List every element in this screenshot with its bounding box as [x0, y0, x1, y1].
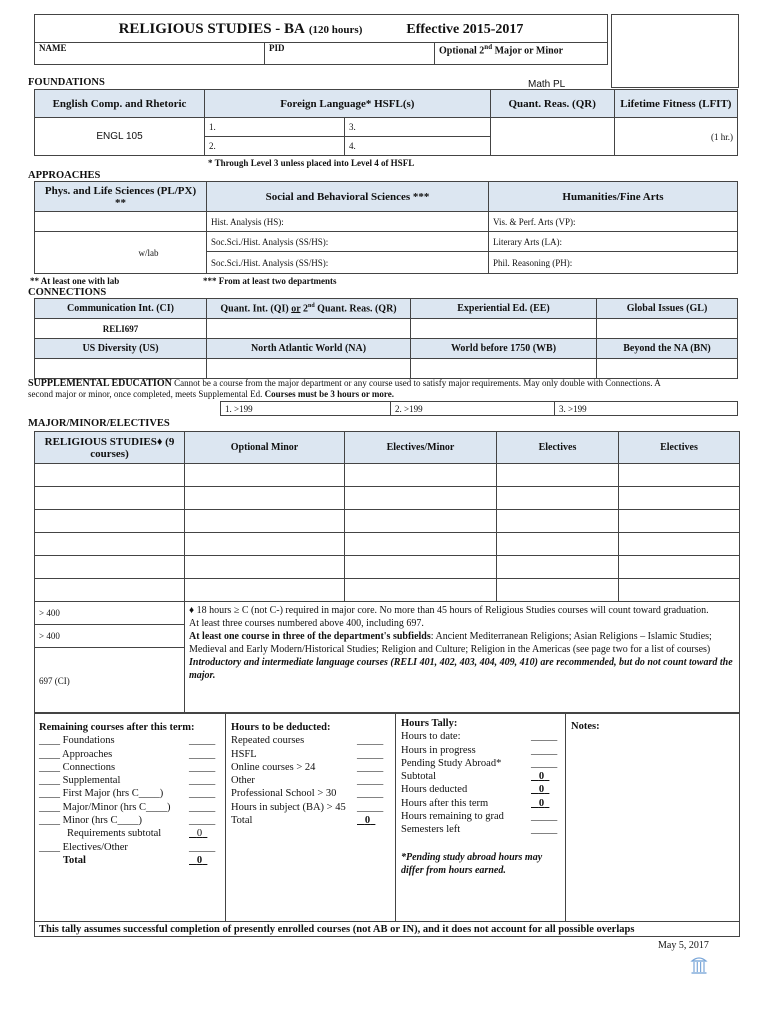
page-title: RELIGIOUS STUDIES - BA: [118, 20, 305, 37]
foreign-1-cell[interactable]: 1.: [205, 118, 345, 137]
elec-minor-header: Electives/Minor: [345, 432, 497, 464]
na-header: North Atlantic World (NA): [207, 339, 411, 359]
req-3: [189, 630, 735, 656]
course-cell[interactable]: [497, 464, 619, 487]
subtotal-value: 0: [196, 828, 203, 840]
reli697-cell: RELI697: [35, 319, 207, 339]
approaches-table: [34, 181, 738, 274]
tally-row[interactable]: Hours remaining to grad _____: [401, 811, 558, 823]
deducted-row: Total 0: [231, 815, 371, 827]
old-well-logo-icon: [690, 955, 708, 975]
divider: [35, 921, 739, 922]
remaining-row: Total 0: [63, 854, 203, 866]
divider: [225, 713, 226, 921]
disclaimer: This tally assumes successful completion of presently enrolled courses (not AB or IN), and it does not account for all possible overlaps: [39, 924, 635, 935]
ee-header: Experiential Ed. (EE): [411, 299, 597, 319]
req-1: ♦ 18 hours ≥ C (not C-) required in major core. No more than 45 hours of Religious Studies courses will count toward graduation.: [189, 605, 709, 616]
tally-row[interactable]: Semesters left _____: [401, 824, 558, 836]
name-field[interactable]: [35, 43, 265, 65]
quant-reas-cell[interactable]: [490, 118, 614, 156]
reli-697-cell[interactable]: 697 (CI): [35, 648, 185, 714]
office-use-box: [611, 14, 739, 88]
course-cell[interactable]: [497, 533, 619, 556]
supplemental-text-2: second major or minor, once completed, meets Supplemental Ed.: [28, 389, 263, 399]
sshs-cell-1[interactable]: Soc.Sci./Hist. Analysis (SS/HS):: [207, 232, 489, 252]
remaining-title: Remaining courses after this term:: [39, 722, 195, 733]
engl-105-cell: ENGL 105: [35, 118, 205, 156]
over-400-cell-1[interactable]: > 400: [35, 602, 185, 625]
hs-cell[interactable]: Hist. Analysis (HS):: [207, 212, 489, 232]
wb-cell[interactable]: [411, 359, 597, 379]
course-cell[interactable]: [345, 510, 497, 533]
over-400-cell-2[interactable]: > 400: [35, 625, 185, 648]
remaining-row[interactable]: ____ Electives/Other _____: [39, 841, 216, 853]
wb-header: World before 1750 (WB): [411, 339, 597, 359]
remaining-row[interactable]: ____ Connections _____: [39, 761, 216, 773]
gl-cell[interactable]: [597, 319, 738, 339]
qi-header: Quant. Int. (QI) or 2nd Quant. Reas. (QR): [207, 299, 411, 319]
ee-cell[interactable]: [411, 319, 597, 339]
course-cell[interactable]: [619, 487, 740, 510]
course-cell[interactable]: [345, 487, 497, 510]
deducted-row[interactable]: Professional School > 30 _____: [231, 788, 384, 800]
foreign-language-header: Foreign Language* HSFL(s): [205, 90, 491, 118]
header-table: [34, 14, 608, 65]
bn-cell[interactable]: [597, 359, 738, 379]
lfit-header: Lifetime Fitness (LFIT): [614, 90, 737, 118]
course-cell[interactable]: [185, 579, 345, 602]
us-cell[interactable]: [35, 359, 207, 379]
tally-row[interactable]: Pending Study Abroad* _____: [401, 757, 558, 769]
deducted-total-value: 0: [364, 815, 371, 827]
tally-note: *Pending study abroad hours may differ from hours earned.: [401, 851, 543, 876]
english-header: English Comp. and Rhetoric: [35, 90, 205, 118]
course-cell[interactable]: [345, 556, 497, 579]
approaches-title: APPROACHES: [28, 170, 101, 181]
connections-table: [34, 298, 738, 379]
supplemental-text: [28, 378, 740, 400]
req-3-bold: At least one course in three of the department's subfields: [189, 631, 431, 642]
course-cell[interactable]: [185, 556, 345, 579]
course-cell[interactable]: [619, 464, 740, 487]
course-cell[interactable]: [185, 487, 345, 510]
tally-row: Hours deducted 0: [401, 784, 545, 796]
foundations-title: FOUNDATIONS: [28, 77, 105, 88]
remaining-row: Requirements subtotal 0: [67, 828, 203, 840]
deducted-block: [231, 721, 391, 827]
course-cell[interactable]: [345, 464, 497, 487]
math-pl-label: Math PL: [528, 79, 566, 90]
footer-date: May 5, 2017: [658, 940, 709, 951]
supplemental-text-1: Cannot be a course from the major department or any course used to satisfy major requirements. May only double with Connections. A: [174, 378, 661, 388]
supp-course-1[interactable]: 1. >199: [221, 402, 391, 416]
course-cell[interactable]: [185, 533, 345, 556]
la-cell[interactable]: Literary Arts (LA):: [489, 232, 738, 252]
ss-header: Social and Behavioral Sciences ***: [207, 182, 489, 212]
foreign-3-cell[interactable]: 3.: [345, 118, 491, 137]
title-cell: [35, 15, 608, 43]
approaches-note-1: ** At least one with lab: [30, 276, 120, 286]
na-cell[interactable]: [207, 359, 411, 379]
tally-row[interactable]: Hours to date: _____: [401, 731, 558, 743]
foundations-note: * Through Level 3 unless placed into Level 4 of HSFL: [208, 158, 415, 168]
deducted-title: Hours to be deducted:: [231, 722, 331, 733]
major-requirements: [185, 602, 740, 714]
pid-field[interactable]: [265, 43, 435, 65]
supplemental-title: SUPPLEMENTAL EDUCATION: [28, 378, 172, 389]
optional-major-field[interactable]: Optional 2nd Major or Minor: [435, 43, 608, 65]
foreign-4-cell[interactable]: 4.: [345, 137, 491, 156]
deducted-row[interactable]: Hours in subject (BA) > 45 _____: [231, 801, 384, 813]
remaining-row[interactable]: ____ Approaches _____: [39, 748, 216, 760]
foundations-table: [34, 89, 738, 156]
pl-header: Phys. and Life Sciences (PL/PX) **: [35, 182, 207, 212]
deducted-row[interactable]: Online courses > 24 _____: [231, 761, 384, 773]
supp-course-3[interactable]: 3. >199: [555, 402, 738, 416]
course-cell[interactable]: [345, 579, 497, 602]
course-cell[interactable]: [497, 487, 619, 510]
req-3-text: : Ancient Mediterranean Religions; Asian Religions – Islamic Studies; Medieval and Early Modern/Historical Studies; Religion and Culture; Religion in the Americas (see page two for a list of courses): [189, 631, 712, 655]
remaining-row[interactable]: ____ First Major (hrs C____) _____: [39, 788, 216, 800]
connections-title: CONNECTIONS: [28, 287, 107, 298]
remaining-row[interactable]: ____ Major/Minor (hrs C____) _____: [39, 801, 216, 813]
course-cell[interactable]: [619, 510, 740, 533]
course-cell[interactable]: [619, 579, 740, 602]
course-cell[interactable]: [35, 533, 185, 556]
ph-cell[interactable]: Phil. Reasoning (PH):: [489, 252, 738, 274]
deducted-row[interactable]: HSFL _____: [231, 748, 384, 760]
course-cell[interactable]: [35, 579, 185, 602]
tally-section: [34, 712, 740, 937]
tally-row: Subtotal 0: [401, 771, 545, 783]
minor-header: Optional Minor: [185, 432, 345, 464]
qi-cell[interactable]: [207, 319, 411, 339]
tally-title: Hours Tally:: [401, 718, 458, 729]
effective-label: Effective 2015-2017: [406, 21, 524, 37]
remaining-block: [39, 721, 221, 867]
rs-header: RELIGIOUS STUDIES♦ (9 courses): [35, 432, 185, 464]
course-cell[interactable]: [35, 556, 185, 579]
pl-lab-cell[interactable]: w/lab: [35, 232, 207, 274]
electives-header-2: Electives: [619, 432, 740, 464]
course-cell[interactable]: [185, 464, 345, 487]
course-cell[interactable]: [497, 579, 619, 602]
course-cell[interactable]: [35, 464, 185, 487]
remaining-row[interactable]: ____ Minor (hrs C____) _____: [39, 815, 216, 827]
req-4: Introductory and intermediate language courses (RELI 401, 402, 403, 404, 409, 410) are recommended, but do not count toward the major.: [189, 657, 733, 681]
remaining-row[interactable]: ____ Supplemental _____: [39, 775, 216, 787]
supplemental-bold: Courses must be 3 hours or more.: [264, 389, 394, 399]
major-title: MAJOR/MINOR/ELECTIVES: [28, 418, 170, 429]
pid-label: PID: [269, 43, 285, 53]
req-2: At least three courses numbered above 400, including 697.: [189, 618, 424, 629]
divider: [395, 713, 396, 921]
approaches-note-2: *** From at least two departments: [203, 276, 337, 286]
total-value: 0: [196, 854, 203, 866]
supp-course-2[interactable]: 2. >199: [391, 402, 555, 416]
course-cell[interactable]: [35, 487, 185, 510]
course-cell[interactable]: [497, 556, 619, 579]
hours-label: (120 hours): [308, 23, 363, 36]
tally-row[interactable]: Hours in progress _____: [401, 744, 558, 756]
remaining-row[interactable]: ____ Foundations _____: [39, 735, 216, 747]
course-cell[interactable]: [497, 510, 619, 533]
humanities-header: Humanities/Fine Arts: [489, 182, 738, 212]
bn-header: Beyond the NA (BN): [597, 339, 738, 359]
notes-label: Notes:: [571, 721, 600, 732]
course-cell[interactable]: [619, 556, 740, 579]
name-label: NAME: [39, 43, 67, 53]
sshs-cell-2[interactable]: Soc.Sci./Hist. Analysis (SS/HS):: [207, 252, 489, 274]
us-header: US Diversity (US): [35, 339, 207, 359]
notes-area[interactable]: [566, 733, 738, 919]
course-cell[interactable]: [35, 510, 185, 533]
pl-cell-1[interactable]: [35, 212, 207, 232]
course-cell[interactable]: [185, 510, 345, 533]
course-cell[interactable]: [619, 533, 740, 556]
major-table: [34, 431, 740, 714]
deducted-row[interactable]: Other _____: [231, 775, 384, 787]
foreign-2-cell[interactable]: 2.: [205, 137, 345, 156]
ci-header: Communication Int. (CI): [35, 299, 207, 319]
electives-header-1: Electives: [497, 432, 619, 464]
tally-row: Hours after this term 0: [401, 797, 545, 809]
vp-cell[interactable]: Vis. & Perf. Arts (VP):: [489, 212, 738, 232]
deducted-row[interactable]: Repeated courses _____: [231, 735, 384, 747]
tally-block: [401, 717, 561, 877]
lfit-cell[interactable]: (1 hr.): [614, 118, 737, 156]
quant-reas-header: Quant. Reas. (QR): [490, 90, 614, 118]
course-cell[interactable]: [345, 533, 497, 556]
gl-header: Global Issues (GL): [597, 299, 738, 319]
supplemental-table: [220, 401, 738, 416]
